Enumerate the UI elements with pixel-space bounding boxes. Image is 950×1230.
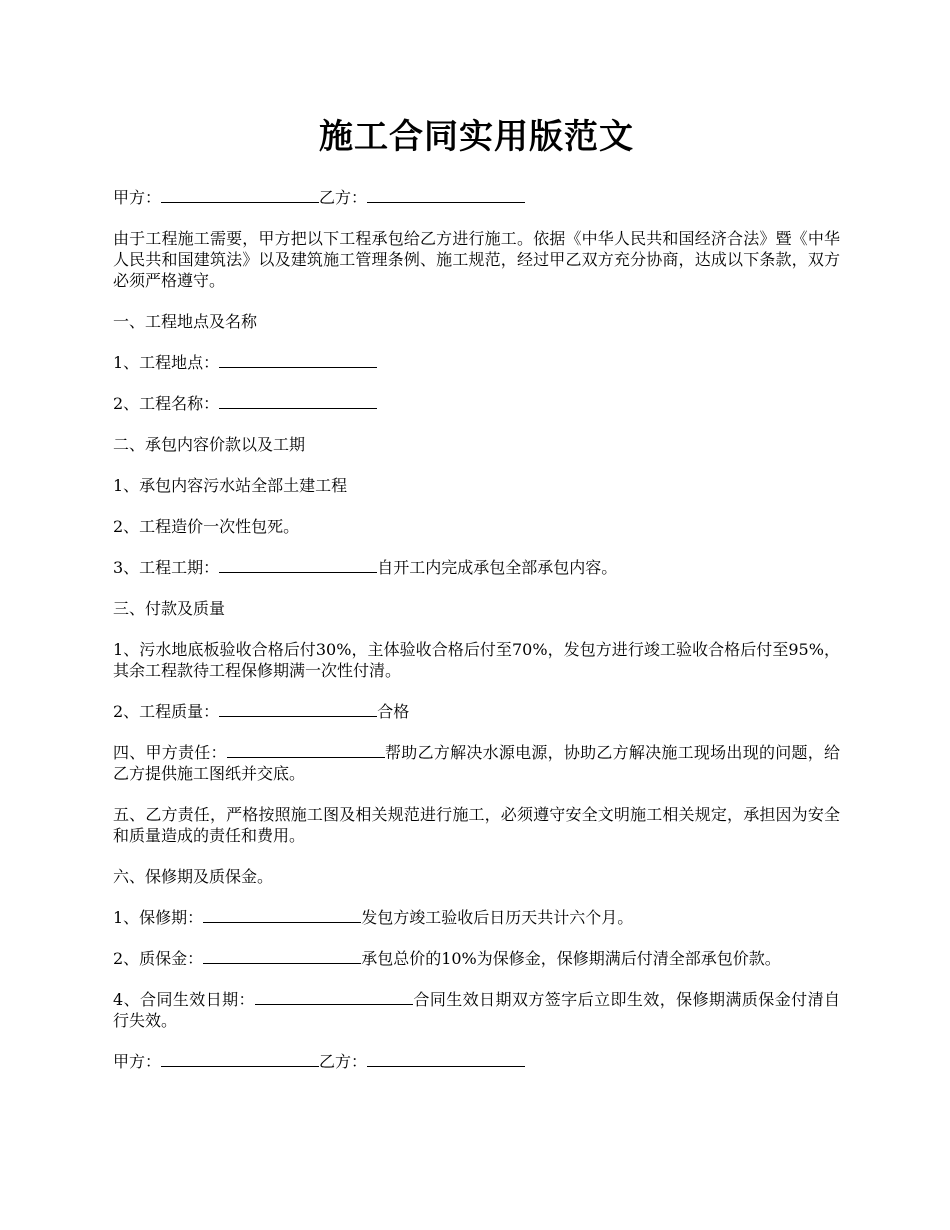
- quality-suffix: 合格: [377, 702, 410, 721]
- construction-period-blank: [219, 557, 377, 573]
- project-location-blank: [219, 352, 377, 368]
- effective-date-blank: [255, 989, 413, 1005]
- warranty-period-label: 1、保修期：: [113, 908, 204, 927]
- project-name-line: [113, 393, 840, 414]
- construction-period-suffix: 自开工内完成承包全部承包内容。: [377, 558, 618, 577]
- warranty-period-blank: [203, 907, 361, 923]
- parties-line-top: [113, 187, 840, 208]
- effective-date-paragraph: [113, 989, 840, 1031]
- party-b-signature-label: 乙方：: [319, 1052, 368, 1071]
- contract-price-line: 2、工程造价一次性包死。: [113, 517, 300, 536]
- effective-date-text: 合同生效日期双方签字后立即生效，保修期满质保金付清自行失效。: [113, 990, 840, 1030]
- party-a-responsibility-text: 帮助乙方解决水源电源，协助乙方解决施工现场出现的问题，给乙方提供施工图纸并交底。: [113, 743, 840, 783]
- party-b-label: 乙方：: [319, 188, 368, 207]
- party-b-signature-blank: [367, 1051, 525, 1067]
- section3-heading: 三、付款及质量: [113, 599, 226, 618]
- quality-line: [113, 701, 840, 722]
- party-a-signature-blank: [161, 1051, 319, 1067]
- party-a-responsibility-label: 四、甲方责任：: [113, 743, 227, 762]
- party-a-responsibility-blank: [227, 742, 385, 758]
- payment-terms-paragraph: 1、污水地底板验收合格后付30%，主体验收合格后付至70%，发包方进行竣工验收合格后付至95%，其余工程款待工程保修期满一次性付清。: [113, 640, 840, 680]
- construction-period-line: [113, 557, 840, 578]
- retention-money-label: 2、质保金：: [113, 949, 204, 968]
- construction-period-label: 3、工程工期：: [113, 558, 220, 577]
- document-title: 施工合同实用版范文: [319, 117, 634, 157]
- quality-blank: [219, 701, 377, 717]
- project-name-label: 2、工程名称：: [113, 394, 220, 413]
- retention-money-blank: [203, 948, 361, 964]
- party-a-signature-label: 甲方：: [113, 1052, 162, 1071]
- party-a-blank: [161, 187, 319, 203]
- quality-label: 2、工程质量：: [113, 702, 220, 721]
- section2-heading: 二、承包内容价款以及工期: [113, 435, 306, 454]
- contract-scope-line: 1、承包内容污水站全部土建工程: [113, 476, 348, 495]
- intro-paragraph: 由于工程施工需要，甲方把以下工程承包给乙方进行施工。依据《中华人民共和国经济合法》暨《中华人民共和国建筑法》以及建筑施工管理条例、施工规范，经过甲乙双方充分协商，达成以下条款，双方必须严格遵守。: [113, 229, 840, 290]
- party-a-label: 甲方：: [113, 188, 162, 207]
- project-location-label: 1、工程地点：: [113, 353, 220, 372]
- project-name-blank: [219, 393, 377, 409]
- parties-line-bottom: [113, 1051, 840, 1072]
- party-a-responsibility-paragraph: [113, 742, 840, 784]
- retention-money-text: 承包总价的10%为保修金，保修期满后付清全部承包价款。: [361, 949, 781, 968]
- section6-heading: 六、保修期及质保金。: [113, 867, 274, 886]
- section1-heading: 一、工程地点及名称: [113, 312, 258, 331]
- effective-date-label: 4、合同生效日期：: [113, 990, 255, 1009]
- retention-money-paragraph: [113, 948, 840, 969]
- project-location-line: [113, 352, 840, 373]
- party-b-blank: [367, 187, 525, 203]
- party-b-responsibility-paragraph: 五、乙方责任，严格按照施工图及相关规范进行施工，必须遵守安全文明施工相关规定，承担因为安全和质量造成的责任和费用。: [113, 805, 840, 845]
- warranty-period-line: [113, 907, 840, 928]
- warranty-period-suffix: 发包方竣工验收后日历天共计六个月。: [361, 908, 634, 927]
